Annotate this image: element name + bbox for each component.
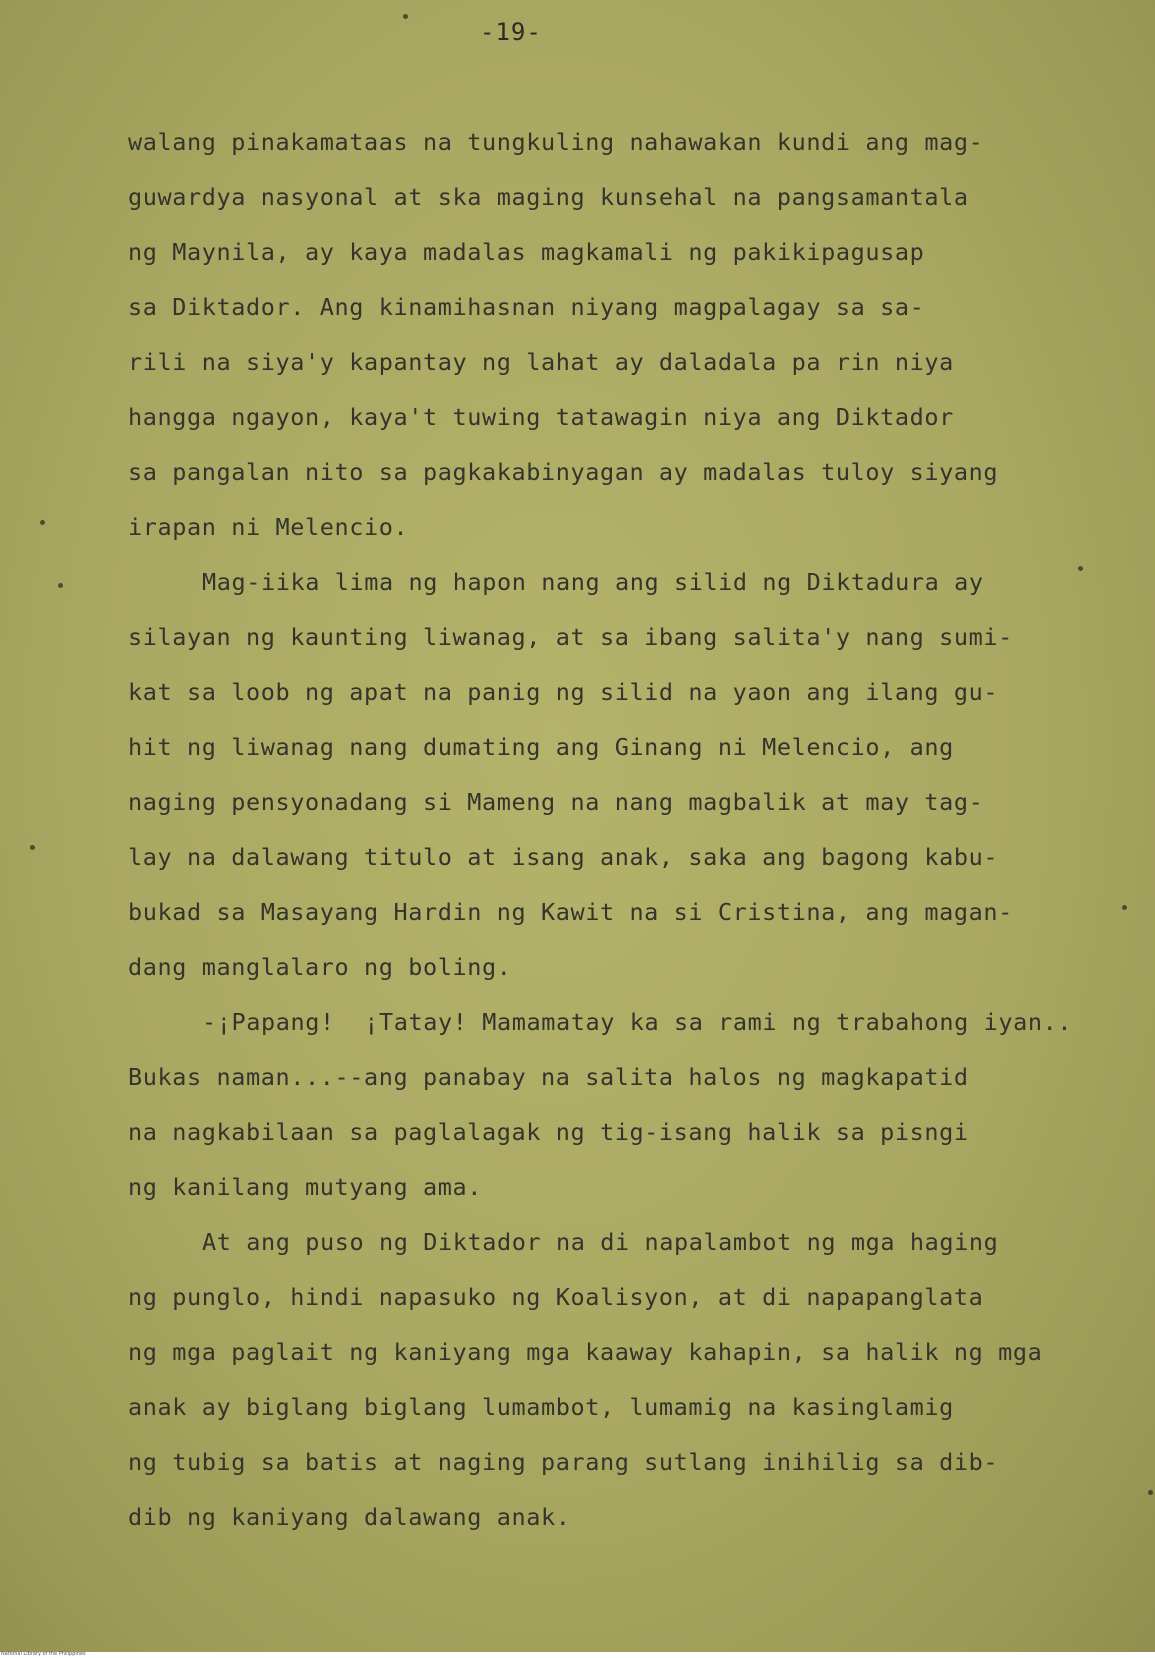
- text-line: sa pangalan nito sa pagkakabinyagan ay madalas tuloy siyang: [128, 458, 999, 486]
- text-line: dang manglalaro ng boling.: [128, 953, 512, 981]
- text-line: anak ay biglang biglang lumambot, lumamig na kasinglamig: [128, 1393, 954, 1421]
- text-line: na nagkabilaan sa paglalagak ng tig-isang halik sa pisngi: [128, 1118, 969, 1146]
- scan-speck: [1078, 566, 1083, 571]
- text-line: ng mga paglait ng kaniyang mga kaaway kahapin, sa halik ng mga: [128, 1338, 1043, 1366]
- text-line: ng Maynila, ay kaya madalas magkamali ng pakikipagusap: [128, 238, 925, 266]
- footer-credit: National Library of the Philippines: [1, 1651, 86, 1657]
- text-line: At ang puso ng Diktador na di napalambot ng mga haging: [202, 1228, 999, 1256]
- scan-speck: [1122, 905, 1127, 910]
- footer-strip: [0, 1652, 1155, 1658]
- text-line: Bukas naman...--ang panabay na salita halos ng magkapatid: [128, 1063, 969, 1091]
- text-line: ng punglo, hindi napasuko ng Koalisyon, at di napapanglata: [128, 1283, 984, 1311]
- scan-speck: [403, 14, 408, 19]
- text-line: Mag-iika lima ng hapon nang ang silid ng Diktadura ay: [202, 568, 984, 596]
- scan-speck: [58, 583, 63, 588]
- text-line: rili na siya'y kapantay ng lahat ay daladala pa rin niya: [128, 348, 954, 376]
- scan-speck: [1148, 1490, 1153, 1495]
- text-line: sa Diktador. Ang kinamihasnan niyang magpalagay sa sa-: [128, 293, 925, 321]
- text-line: bukad sa Masayang Hardin ng Kawit na si Cristina, ang magan-: [128, 898, 1013, 926]
- text-line: irapan ni Melencio.: [128, 513, 409, 541]
- page-number: -19-: [480, 18, 542, 46]
- text-line: silayan ng kaunting liwanag, at sa ibang salita'y nang sumi-: [128, 623, 1013, 651]
- text-line: hit ng liwanag nang dumating ang Ginang ni Melencio, ang: [128, 733, 954, 761]
- text-line: kat sa loob ng apat na panig ng silid na yaon ang ilang gu-: [128, 678, 999, 706]
- text-line: naging pensyonadang si Mameng na nang magbalik at may tag-: [128, 788, 984, 816]
- scan-speck: [40, 520, 45, 525]
- text-line: lay na dalawang titulo at isang anak, saka ang bagong kabu-: [128, 843, 999, 871]
- text-line: -¡Papang! ¡Tatay! Mamamatay ka sa rami ng trabahong iyan..: [202, 1008, 1073, 1036]
- text-line: ng tubig sa batis at naging parang sutlang inihilig sa dib-: [128, 1448, 999, 1476]
- text-line: hangga ngayon, kaya't tuwing tatawagin niya ang Diktador: [128, 403, 954, 431]
- text-line: ng kanilang mutyang ama.: [128, 1173, 482, 1201]
- text-line: walang pinakamataas na tungkuling nahawakan kundi ang mag-: [128, 128, 984, 156]
- text-line: guwardya nasyonal at ska maging kunsehal na pangsamantala: [128, 183, 969, 211]
- scan-speck: [30, 845, 35, 850]
- text-line: dib ng kaniyang dalawang anak.: [128, 1503, 571, 1531]
